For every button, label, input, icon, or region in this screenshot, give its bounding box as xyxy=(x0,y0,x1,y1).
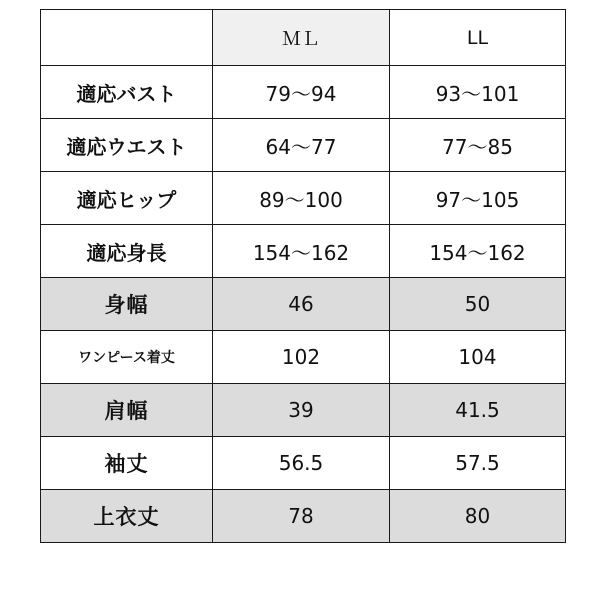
header-row xyxy=(41,10,566,66)
value-ml: 56.5 xyxy=(213,437,390,490)
table-row xyxy=(41,490,566,543)
value-ll: 41.5 xyxy=(390,384,566,437)
size-table xyxy=(40,9,566,543)
size-chart xyxy=(40,9,565,543)
row-label: 身幅 xyxy=(41,278,213,331)
value-ml: 102 xyxy=(213,331,390,384)
value-ll: 80 xyxy=(390,490,566,543)
value-ml: 78 xyxy=(213,490,390,543)
table-row xyxy=(41,278,566,331)
value-ll: 50 xyxy=(390,278,566,331)
value-ll: 154～162 xyxy=(390,225,566,278)
value-ml: 154～162 xyxy=(213,225,390,278)
row-label: 上衣丈 xyxy=(41,490,213,543)
table-row xyxy=(41,331,566,384)
row-label: 適応ヒップ xyxy=(41,172,213,225)
size-header-ml: ＭＬ xyxy=(213,10,390,66)
value-ll: 57.5 xyxy=(390,437,566,490)
value-ml: 64～77 xyxy=(213,119,390,172)
row-label: 袖丈 xyxy=(41,437,213,490)
row-label: 適応ウエスト xyxy=(41,119,213,172)
value-ll: 104 xyxy=(390,331,566,384)
value-ml: 39 xyxy=(213,384,390,437)
value-ll: 93～101 xyxy=(390,66,566,119)
value-ml: 46 xyxy=(213,278,390,331)
table-row xyxy=(41,384,566,437)
row-label: ワンピース着丈 xyxy=(41,331,213,384)
table-row xyxy=(41,172,566,225)
corner-cell xyxy=(41,10,213,66)
table-row xyxy=(41,225,566,278)
size-header-ll: LL xyxy=(390,10,566,66)
value-ll: 77～85 xyxy=(390,119,566,172)
value-ml: 79～94 xyxy=(213,66,390,119)
row-label: 適応バスト xyxy=(41,66,213,119)
table-row xyxy=(41,437,566,490)
row-label: 肩幅 xyxy=(41,384,213,437)
table-row xyxy=(41,119,566,172)
value-ll: 97～105 xyxy=(390,172,566,225)
row-label: 適応身長 xyxy=(41,225,213,278)
table-row xyxy=(41,66,566,119)
value-ml: 89～100 xyxy=(213,172,390,225)
